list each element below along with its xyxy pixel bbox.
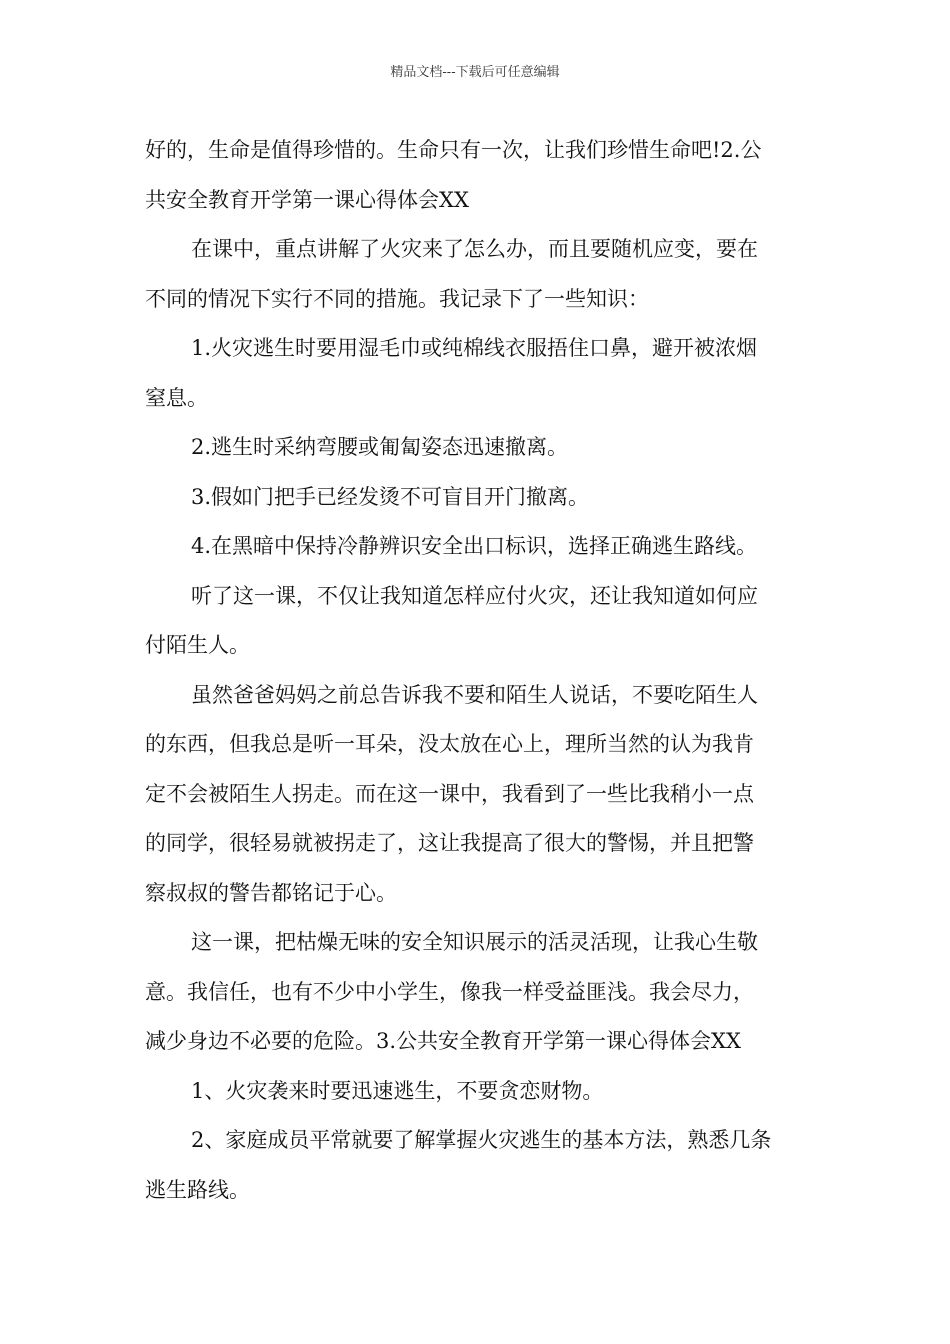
text-line: 好的，生命是值得珍惜的。生命只有一次，让我们珍惜生命吧!2.公: [145, 138, 762, 162]
text-line: 的东西，但我总是听一耳朵，没太放在心上，理所当然的认为我肯: [145, 732, 754, 756]
text-line: 听了这一课，不仅让我知道怎样应付火灾，还让我知道如何应: [191, 583, 758, 608]
text-line: 定不会被陌生人拐走。而在这一课中，我看到了一些比我稍小一点: [145, 781, 754, 806]
text-line: 的同学，很轻易就被拐走了，这让我提高了很大的警惕，并且把警: [145, 831, 754, 855]
text-line: 3.假如门把手已经发烫不可盲目开门撤离。: [191, 484, 590, 509]
text-line: 这一课，把枯燥无味的安全知识展示的活灵活现，让我心生敬: [191, 930, 758, 954]
text-line: 2、家庭成员平常就要了解掌握火灾逃生的基本方法，熟悉几条: [191, 1128, 772, 1152]
text-line: 意。我信任，也有不少中小学生，像我一样受益匪浅。我会尽力，: [145, 979, 754, 1004]
text-line: 虽然爸爸妈妈之前总告诉我不要和陌生人说话，不要吃陌生人: [191, 682, 758, 707]
text-line: 窒息。: [145, 385, 208, 410]
text-line: 付陌生人。: [145, 633, 250, 657]
text-line: 减少身边不必要的危险。3.公共安全教育开学第一课心得体会XX: [145, 1029, 741, 1053]
text-line: 共安全教育开学第一课心得体会XX: [145, 187, 469, 212]
text-line: 在课中，重点讲解了火灾来了怎么办，而且要随机应变，要在: [191, 237, 758, 261]
text-line: 1、火灾袭来时要迅速逃生，不要贪恋财物。: [191, 1078, 604, 1103]
text-line: 察叔叔的警告都铭记于心。: [145, 880, 397, 905]
page-header: 精品文档---下载后可任意编辑: [390, 65, 560, 80]
text-line: 1.火灾逃生时要用湿毛巾或纯棉线衣服捂住口鼻，避开被浓烟: [191, 336, 758, 360]
text-line: 2.逃生时采纳弯腰或匍匐姿态迅速撤离。: [191, 435, 569, 459]
text-line: 逃生路线。: [145, 1177, 250, 1202]
text-line: 不同的情况下实行不同的措施。我记录下了一些知识：: [145, 286, 649, 311]
document-body: [145, 126, 815, 1215]
text-line: 4.在黑暗中保持冷静辨识安全出口标识，选择正确逃生路线。: [191, 534, 758, 558]
